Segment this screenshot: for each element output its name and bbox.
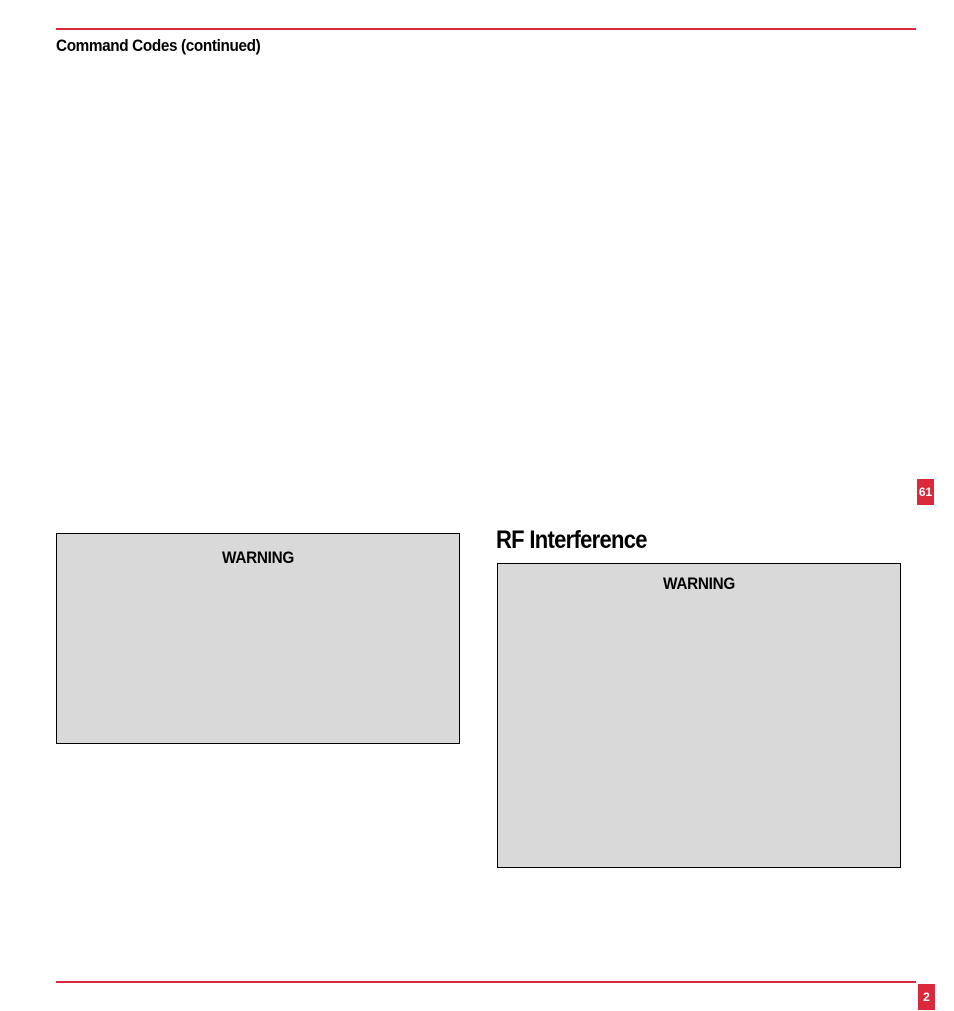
rf-interference-heading: RF Interference	[496, 526, 647, 554]
bottom-page-tab	[918, 984, 935, 1010]
side-page-tab	[917, 479, 934, 505]
warning-box-right	[497, 563, 901, 868]
top-rule	[56, 28, 916, 30]
warning-title-left-text: WARNING	[221, 548, 295, 567]
bottom-page-number: 2	[923, 990, 930, 1004]
warning-box-left	[56, 533, 460, 744]
side-page-number: 61	[918, 485, 933, 499]
warning-title-right-text: WARNING	[662, 574, 736, 593]
section-header: Command Codes (continued)	[56, 36, 261, 55]
bottom-rule	[56, 981, 916, 983]
warning-title-left	[57, 548, 459, 568]
warning-title-right	[498, 574, 900, 594]
